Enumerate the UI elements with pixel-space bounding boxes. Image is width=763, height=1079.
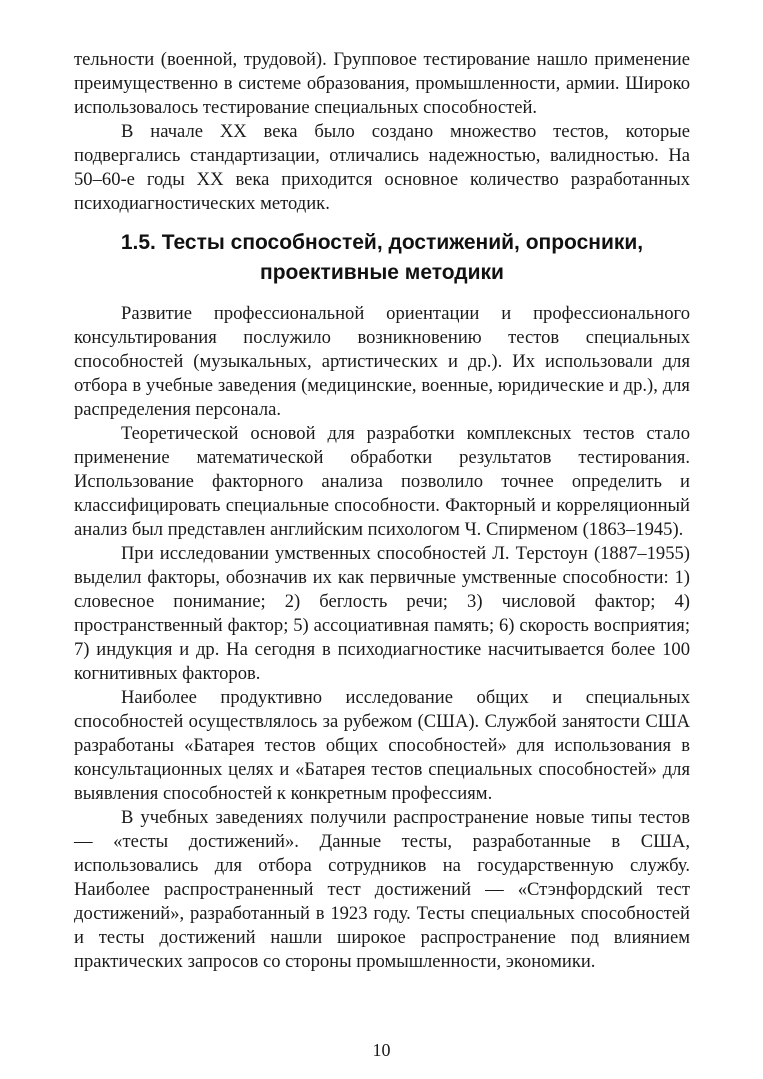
paragraph: Теоретической основой для разработки комплексных тестов стало применение математической обработки результатов тестирования. Использование факторного анализа позволило точнее определить и классифицировать специальные способности. Факторный и корреляционный анализ был представлен английским психологом Ч. Спирменом (1863–1945).: [74, 423, 690, 540]
section-heading-line-2: проективные методики: [260, 261, 504, 284]
section-heading: [74, 228, 690, 288]
paragraph: Наиболее продуктивно исследование общих и специальных способностей осуществлялось за рубежом (США). Службой занятости США разработаны «Батарея тестов общих способностей» для использования в консультационных целях и «Батарея тестов специальных способностей» для выявления способностей к конкретным профессиям.: [74, 687, 690, 804]
paragraph-continuation: тельности (военной, трудовой). Групповое тестирование нашло применение преимущественно в системе образования, промышленности, армии. Широко использовалось тестирование специальных способностей.: [74, 49, 690, 118]
document-page: [74, 48, 690, 974]
paragraph: При исследовании умственных способностей Л. Терстоун (1887–1955) выделил факторы, обозначив их как первичные умственные способности: 1) словесное понимание; 2) беглость речи; 3) числовой фактор; 4) пространственный фактор; 5) ассоциативная память; 6) скорость восприятия; 7) индукция и др. На сегодня в психодиагностике насчитывается более 100 когнитивных факторов.: [74, 543, 690, 684]
paragraph: В начале XX века было создано множество тестов, которые подвергались стандартизации, отличались надежностью, валидностью. На 50–60-е годы XX века приходится основное количество разработанных психодиагностических методик.: [74, 121, 690, 214]
section-heading-line-1: 1.5. Тесты способностей, достижений, опросники,: [120, 231, 644, 254]
paragraph: Развитие профессиональной ориентации и профессионального консультирования послужило возникновению тестов специальных способностей (музыкальных, артистических и др.). Их использовали для отбора в учебные заведения (медицинские, военные, юридические и др.), для распределения персонала.: [74, 303, 690, 420]
page-number: 10: [372, 1040, 391, 1060]
paragraph: В учебных заведениях получили распространение новые типы тестов — «тесты достижений». Данные тесты, разработанные в США, использовались для отбора сотрудников на государственную службу. Наиболее распространенный тест достижений — «Стэнфордский тест достижений», разработанный в 1923 году. Тесты специальных способностей и тесты достижений нашли широкое распространение под влиянием практических запросов со стороны промышленности, экономики.: [74, 807, 690, 972]
